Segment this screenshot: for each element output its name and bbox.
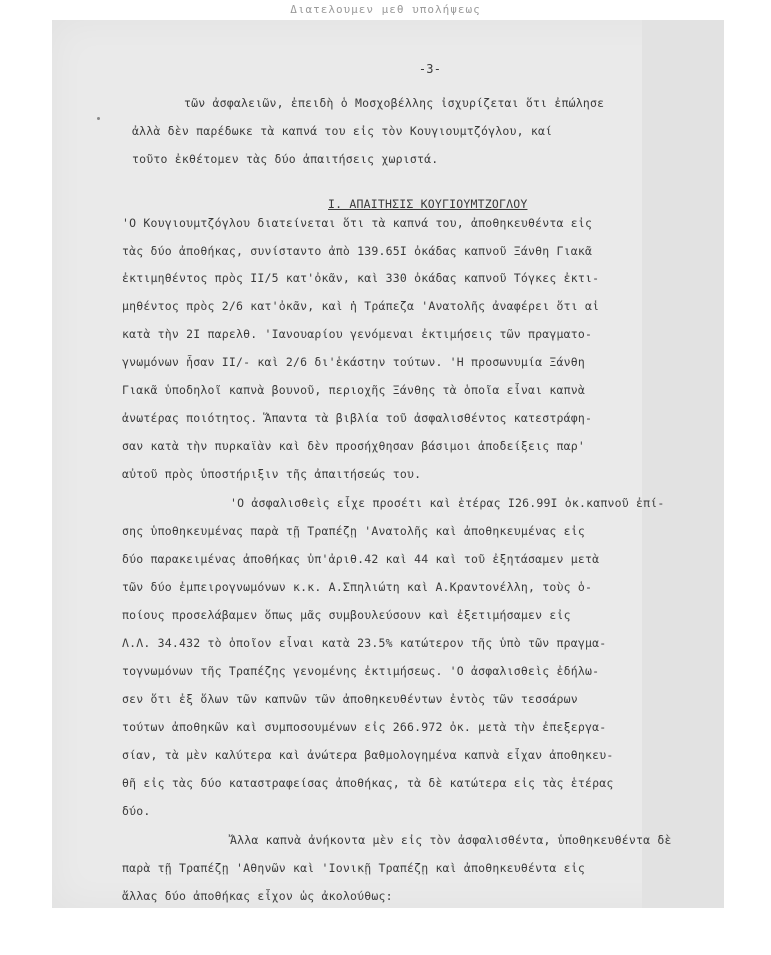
text-line: κατὰ τὴν 2Ι παρελθ. 'Ιανουαρίου γενόμεναι ἐκτιμήσεις τῶν πραγματο-: [122, 327, 593, 341]
text-line: Γιακᾶ ὑποδηλοῖ καπνὰ βουνοῦ, περιοχῆς Ξάνθης τὰ ὁποῖα εἶναι καπνὰ: [122, 383, 586, 397]
page-number: -3-: [418, 62, 442, 76]
text-line: ἐκτιμηθέντος πρὸς ΙΙ/5 κατ'ὀκᾶν, καὶ 330 ὀκάδας καπνοῦ Τόγκες ἐκτι-: [122, 271, 600, 285]
text-line: παρὰ τῇ Τραπέζῃ 'Αθηνῶν καὶ 'Ιονικῇ Τραπέζῃ καὶ ἀποθηκευθέντα εἰς: [122, 861, 586, 875]
text-line: Λ.Λ. 34.432 τὸ ὁποῖον εἶναι κατὰ 23.5% κατώτερον τῆς ὑπὸ τῶν πραγμα-: [122, 636, 607, 650]
text-line: τογνωμόνων τῆς Τραπέζης γενομένης ἐκτιμήσεως. 'Ο ἀσφαλισθεὶς ἐδήλω-: [122, 664, 600, 678]
text-line: 'Ο Κουγιουμτζόγλου διατείνεται ὅτι τὰ καπνά του, ἀποθηκευθέντα εἰς: [122, 216, 593, 230]
text-line: θῆ εἰς τὰς δύο καταστραφείσας ἀποθήκας, τὰ δὲ κατώτερα εἰς τὰς ἑτέρας: [122, 776, 614, 790]
text-line: τὰς δύο ἀποθήκας, συνίσταντο ἀπὸ 139.65Ι ὀκάδας καπνοῦ Ξάνθη Γιακᾶ: [122, 244, 593, 258]
bleed-through-header: Διατελουμεν μεθ υπολήψεως: [290, 3, 481, 16]
page-edge-shadow: [642, 20, 724, 908]
text-line: μηθέντος πρὸς 2/6 κατ'ὀκᾶν, καὶ ἡ Τράπεζα 'Ανατολῆς ἀναφέρει ὅτι αἱ: [122, 299, 600, 313]
text-line: γνωμόνων ἦσαν ΙΙ/- καὶ 2/6 δι'ἑκάστην τούτων. 'Η προσωνυμία Ξάνθη: [122, 355, 586, 369]
text-line: τῶν ἀσφαλειῶν, ἐπειδὴ ὁ Μοσχοβέλλης ἰσχυρίζεται ὅτι ἐπώλησε: [184, 96, 605, 110]
text-line: δύο.: [122, 804, 151, 818]
text-line: δύο παρακειμένας ἀποθήκας ὑπ'ἀριθ.42 καὶ 44 καὶ τοῦ ἐξητάσαμεν μετὰ: [122, 552, 600, 566]
section-heading: Ι. ΑΠΑΙΤΗΣΙΣ ΚΟΥΓΙΟΥΜΤΖΟΓΛΟΥ: [328, 197, 528, 211]
text-line: τοῦτο ἐκθέτομεν τὰς δύο ἀπαιτήσεις χωριστά.: [132, 152, 439, 166]
text-line: ἀλλὰ δὲν παρέδωκε τὰ καπνά του εἰς τὸν Κουγιουμτζόγλου, καί: [132, 124, 553, 138]
text-line: σίαν, τὰ μὲν καλύτερα καὶ ἀνώτερα βαθμολογημένα καπνὰ εἶχαν ἀποθηκευ-: [122, 748, 614, 762]
text-line: σαν κατὰ τὴν πυρκαϊὰν καὶ δὲν προσήχθησαν βάσιμοι ἀποδείξεις παρ': [122, 439, 586, 453]
text-line: τούτων ἀποθηκῶν καὶ συμποσουμένων εἰς 266.972 ὀκ. μετὰ τὴν ἐπεξεργα-: [122, 720, 607, 734]
text-line: 'Ο ἀσφαλισθεὶς εἶχε προσέτι καὶ ἑτέρας Ι26.99Ι ὀκ.καπνοῦ ἐπί-: [230, 496, 665, 510]
margin-speck: [97, 117, 100, 120]
text-line: τῶν δύο ἐμπειρογνωμόνων κ.κ. Α.Σπηλιώτη καὶ Α.Κραντονέλλη, τοὺς ὁ-: [122, 580, 593, 594]
text-line: σεν ὅτι ἐξ ὅλων τῶν καπνῶν τῶν ἀποθηκευθέντων ἐντὸς τῶν τεσσάρων: [122, 692, 578, 706]
text-line: αὐτοῦ πρὸς ὑποστήριξιν τῆς ἀπαιτήσεώς του.: [122, 467, 422, 481]
text-line: σης ὑποθηκευμένας παρὰ τῇ Τραπέζῃ 'Ανατολῆς καὶ ἀποθηκευμένας εἰς: [122, 524, 586, 538]
text-line: ποίους προσελάβαμεν ὅπως μᾶς συμβουλεύσουν καὶ ἐξετιμήσαμεν εἰς: [122, 608, 571, 622]
text-line: ἀνωτέρας ποιότητος. Ἅπαντα τὰ βιβλία τοῦ ἀσφαλισθέντος κατεστράφη-: [122, 411, 593, 425]
text-line: ἄλλας δύο ἀποθήκας εἶχον ὡς ἀκολούθως:: [122, 889, 393, 903]
text-line: Ἄλλα καπνὰ ἀνήκοντα μὲν εἰς τὸν ἀσφαλισθέντα, ὑποθηκευθέντα δὲ: [230, 833, 672, 847]
